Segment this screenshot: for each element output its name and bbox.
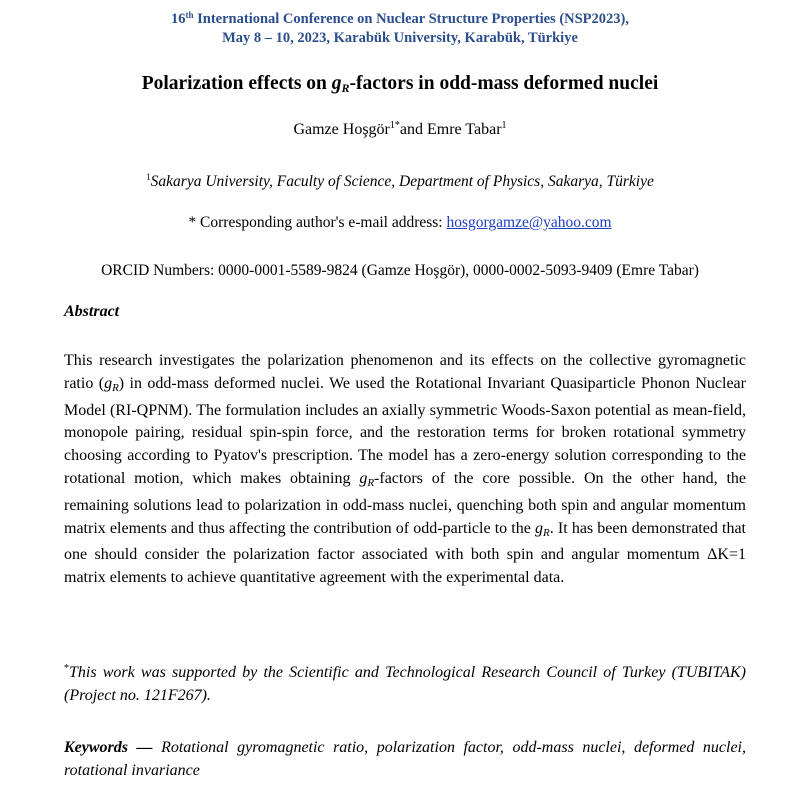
- keywords-label: Keywords —: [64, 739, 162, 756]
- abstract-heading: Abstract: [64, 303, 120, 320]
- conference-line-2: May 8 – 10, 2023, Karabük University, Karabük, Türkiye: [222, 30, 578, 46]
- orcid-numbers: ORCID Numbers: 0000-0001-5589-9824 (Gamze Hoşgör), 0000-0002-5093-9409 (Emre Tabar): [101, 262, 699, 279]
- abstract-body: This research investigates the polarization phenomenon and its effects on the collective gyromagnetic ratio (gR) in odd-mass deformed nuclei. We used the Rotational Invariant Quasiparticle Phonon Nuclear Model (RI-QPNM). The formulation includes an axially symmetric Woods-Saxon potential as mean-field, monopole pairing, residual spin-spin force, and the restoration terms for broken rotational symmetry choosing according to Pyatov's prescription. The model has a zero-energy solution corresponding to the rotational motion, which makes obtaining gR-factors of the core possible. On the other hand, the remaining solutions lead to polarization in odd-mass nuclei, quenching both spin and angular momentum matrix elements and thus affecting the contribution of odd-particle to the gR. It has been demonstrated that one should consider the polarization factor associated with both spin and angular momentum ΔK=1 matrix elements to achieve quantitative agreement with the experimental data.: [64, 352, 747, 587]
- author-list: Gamze Hoşgör$^{1*}$and Emre Tabar$^1$: [293, 120, 507, 138]
- conference-header: [0, 10, 800, 48]
- keywords-text: Rotational gyromagnetic ratio, polarization factor, odd-mass nuclei, deformed nuclei, rotational invariance: [64, 739, 746, 779]
- author-1: Gamze Hoşgör: [293, 121, 390, 138]
- paper-title: Polarization effects on $g_R$-factors in odd-mass deformed nuclei: [141, 73, 659, 95]
- affiliation: $^1$Sakarya University, Faculty of Science, Department of Physics, Sakarya, Türkiye: [146, 172, 654, 190]
- author-2: and Emre Tabar: [399, 121, 502, 138]
- keywords: [64, 737, 746, 783]
- funding-note: *This work was supported by the Scientific and Technological Research Council of Turkey (TUBITAK) (Project no. 121F267).: [64, 663, 746, 704]
- conference-line-1: 16th International Conference on Nuclear Structure Properties (NSP2023),: [171, 10, 629, 27]
- email-link[interactable]: hosgorgamze@yahoo.com: [446, 214, 612, 231]
- corresponding-author: * Corresponding author's e-mail address: hosgorgamze@yahoo.com: [188, 214, 612, 231]
